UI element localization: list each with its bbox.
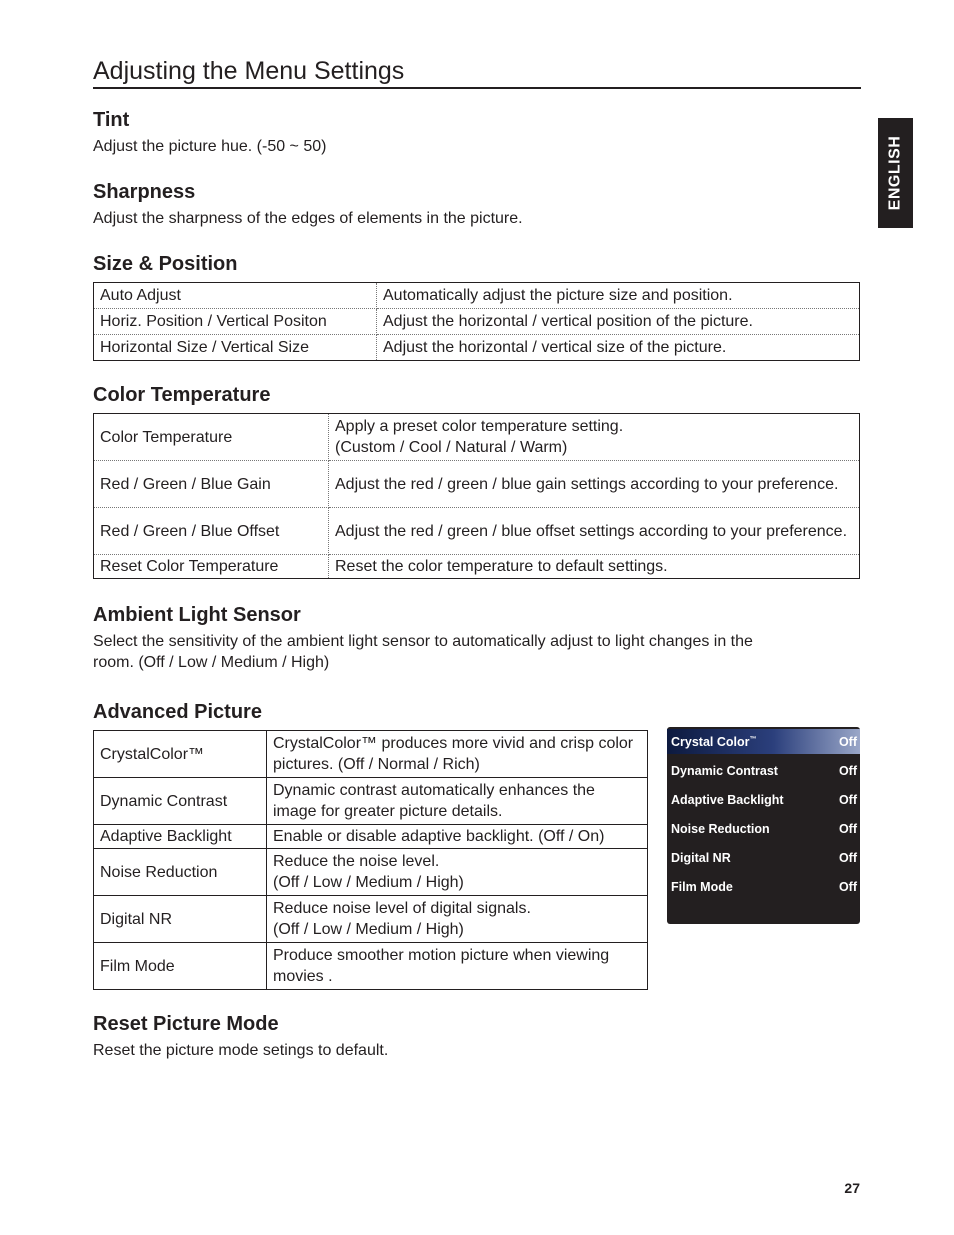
osd-item-label: Dynamic Contrast: [671, 763, 778, 778]
setting-label: Noise Reduction: [94, 849, 267, 896]
osd-item-film-mode[interactable]: [667, 874, 860, 899]
setting-description: Adjust the horizontal / vertical position of the picture.: [377, 309, 860, 335]
setting-label: Horiz. Position / Vertical Positon: [94, 309, 377, 335]
setting-label: Reset Color Temperature: [94, 555, 329, 579]
setting-description: CrystalColor™ produces more vivid and crisp color pictures. (Off / Normal / Rich): [267, 731, 648, 778]
setting-description: Reset the color temperature to default settings.: [335, 558, 668, 575]
setting-label: Digital NR: [94, 896, 267, 943]
table-row: [94, 849, 648, 896]
language-tab-label: ENGLISH: [886, 135, 904, 211]
setting-description: Adjust the red / green / blue offset settings according to your preference.: [329, 508, 860, 555]
osd-item-digital-nr[interactable]: [667, 845, 860, 870]
table-row: [94, 283, 860, 309]
advanced-picture-osd-menu: [667, 727, 860, 924]
setting-description: Adjust the red / green / blue gain settings according to your preference.: [329, 461, 860, 508]
setting-description: Dynamic contrast automatically enhances the image for greater picture details.: [267, 778, 648, 825]
table-row: [94, 461, 860, 508]
setting-description: Reduce the noise level. (Off / Low / Medium / High): [267, 849, 648, 896]
advanced-picture-heading: Advanced Picture: [93, 701, 262, 723]
ambient-light-description: Select the sensitivity of the ambient light sensor to automatically adjust to light changes in the room. (Off / Low / Medium / High): [93, 633, 753, 671]
reset-picture-mode-heading: Reset Picture Mode: [93, 1013, 279, 1035]
osd-item-label: Crystal Color™: [671, 734, 757, 749]
table-row: [94, 508, 860, 555]
language-tab: [878, 118, 913, 228]
osd-item-crystal-color[interactable]: [667, 729, 860, 754]
table-row: [94, 778, 648, 825]
osd-item-value: Off: [838, 792, 857, 807]
setting-description: Adjust the horizontal / vertical size of the picture.: [383, 339, 727, 356]
setting-label: Horizontal Size / Vertical Size: [94, 335, 377, 361]
osd-item-value: Off: [838, 879, 857, 894]
setting-description: Enable or disable adaptive backlight. (Off / On): [267, 825, 648, 849]
setting-label: Adaptive Backlight: [94, 825, 267, 849]
size-position-heading: Size & Position: [93, 253, 238, 275]
table-row: [94, 555, 860, 579]
tint-heading: Tint: [93, 109, 130, 131]
osd-item-noise-reduction[interactable]: [667, 816, 860, 841]
osd-item-label: Digital NR: [671, 850, 731, 865]
osd-item-label: Film Mode: [671, 879, 733, 894]
page-title: Adjusting the Menu Settings: [93, 56, 861, 89]
table-row: [94, 943, 648, 990]
osd-item-value: Off: [838, 850, 857, 865]
osd-item-value: Off: [838, 763, 857, 778]
page-number: 27: [844, 1180, 860, 1196]
reset-picture-mode-description: Reset the picture mode setings to default.: [93, 1042, 389, 1059]
ambient-light-heading: Ambient Light Sensor: [93, 604, 301, 626]
table-row: [94, 825, 648, 849]
setting-label: Dynamic Contrast: [94, 778, 267, 825]
osd-item-value: Off: [838, 821, 857, 836]
osd-item-dynamic-contrast[interactable]: [667, 758, 860, 783]
table-row: [94, 335, 860, 361]
osd-item-label: Noise Reduction: [671, 821, 770, 836]
setting-label: Color Temperature: [94, 414, 329, 461]
setting-description: Automatically adjust the picture size and position.: [377, 283, 860, 309]
advanced-picture-table: [93, 730, 648, 990]
setting-label: Red / Green / Blue Gain: [94, 461, 329, 508]
setting-label: Red / Green / Blue Offset: [94, 508, 329, 555]
osd-item-adaptive-backlight[interactable]: [667, 787, 860, 812]
table-row: [94, 731, 648, 778]
setting-label: Film Mode: [94, 943, 267, 990]
setting-description: Reduce noise level of digital signals. (Off / Low / Medium / High): [267, 896, 648, 943]
color-temperature-table: [93, 413, 860, 579]
setting-description: Apply a preset color temperature setting. (Custom / Cool / Natural / Warm): [329, 414, 860, 461]
tint-description: Adjust the picture hue. (-50 ~ 50): [93, 138, 327, 155]
color-temperature-heading: Color Temperature: [93, 384, 271, 406]
table-row: [94, 309, 860, 335]
table-row: [94, 896, 648, 943]
osd-item-label: Adaptive Backlight: [671, 792, 784, 807]
setting-label: Auto Adjust: [94, 283, 377, 309]
sharpness-heading: Sharpness: [93, 181, 196, 203]
setting-description: Produce smoother motion picture when viewing movies .: [267, 943, 648, 990]
table-row: [94, 414, 860, 461]
sharpness-description: Adjust the sharpness of the edges of elements in the picture.: [93, 210, 523, 227]
size-position-table: [93, 282, 860, 361]
osd-item-value: Off: [838, 734, 857, 749]
setting-label: CrystalColor™: [94, 731, 267, 778]
